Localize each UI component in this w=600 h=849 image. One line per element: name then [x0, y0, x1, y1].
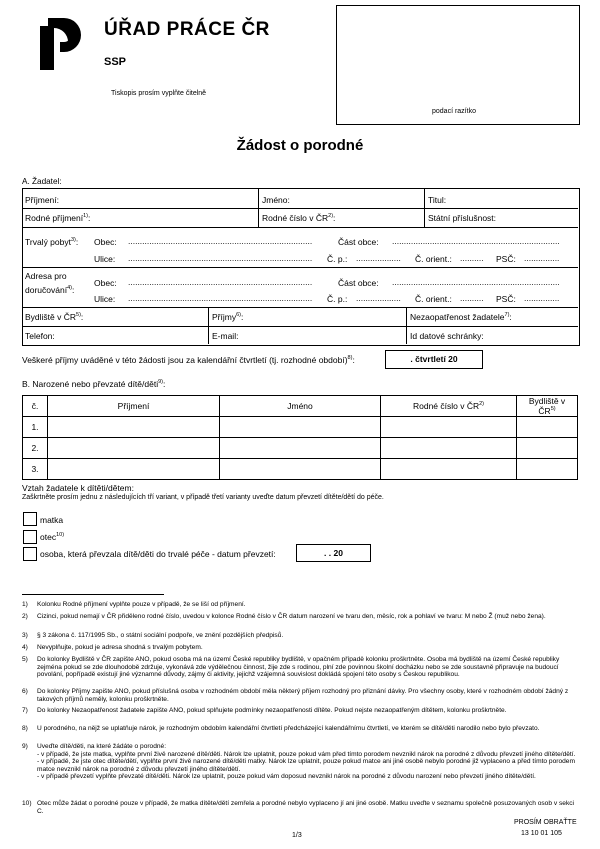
cell-residence[interactable]: [517, 459, 578, 480]
pa-psc-dots: ...............: [524, 253, 560, 263]
footnote-text: U porodného, na nějž se uplatňuje nárok, je rozhodným obdobím kalendářní čtvrtletí předcházející kalendářnímu čtvrtletí, ve kterém se dítě/děti narodilo nebo bylo převzato.: [37, 725, 540, 732]
cell-surname[interactable]: [48, 417, 220, 438]
pa-cp-dots: ...................: [356, 253, 401, 263]
col-birth-number-label: Rodné číslo v ČR: [412, 401, 480, 411]
income-statement-text: Veškeré příjmy uváděné v této žádosti jsou za kalendářní čtvrtletí (tj. rozhodné období): [22, 355, 348, 365]
children-table: [22, 395, 578, 480]
da-ulice-dots: ..............................................................................: [128, 293, 313, 303]
section-b-heading: B. Narozené nebo převzaté dítě/děti: [22, 379, 159, 389]
email-label[interactable]: E-mail:: [212, 331, 239, 341]
da-cast-obce-dots: .......................................................................: [392, 277, 560, 287]
pa-cast-obce-dots: .......................................................................: [392, 236, 560, 246]
col-surname: Příjmení: [48, 396, 220, 417]
col-residence: Bydliště v ČR$^{5)}$: [517, 396, 578, 417]
form-code: 13 10 01 105: [521, 830, 562, 837]
takeover-date-value: . . 20: [324, 548, 343, 558]
section-a-heading: A. Žadatel:: [22, 177, 62, 186]
pa-corient-label[interactable]: Č. orient.:: [415, 254, 452, 264]
row-number: 3.: [23, 459, 48, 480]
footnote-text: Otec může žádat o porodné pouze v případě, že matka dítěte/dětí zemřela a porodné nebylo vyplaceno jí ani jiné osobě. Matku uveďte v seznamu společně posuzovaných osob v sekci C.: [37, 800, 574, 815]
footnote-number: 3): [22, 632, 28, 639]
relation-instruction: Zaškrtněte prosím jednu z následujících tří variant, v případě třetí varianty uveďte datum převzetí dítěte/dětí do péče.: [22, 494, 384, 501]
income-statement: Veškeré příjmy uváděné v této žádosti jsou za kalendářní čtvrtletí (tj. rozhodné období)$^{8)}$:: [22, 355, 355, 365]
maiden-name-field[interactable]: Rodné příjmení$^{1)}$:: [25, 213, 91, 223]
maiden-name-label: Rodné příjmení: [25, 213, 84, 223]
osoba-label: osoba, která převzala dítě/děti do trvalé péče - datum převzetí:: [40, 549, 276, 559]
pa-obec-dots: ..............................................................................: [128, 236, 313, 246]
pa-obec-label[interactable]: Obec:: [94, 237, 117, 247]
row-number: 2.: [23, 438, 48, 459]
footnote-text: Do kolonky Nezaopatřenost žadatele zapište ANO, pokud splňujete podmínky nezaopatřenosti dítěte. Pokud nejste nezaopatřeným dítětem, kolonku proškrtněte.: [37, 707, 507, 714]
delivery-address-field: doručování$^{4)}$:: [25, 285, 75, 295]
footnote-text: Do kolonky Bydliště v ČR zapište ANO, pokud osoba má na území České republiky bydliště, v opačném případě kolonku proškrtněte. Osoba má bydliště na území České republiky zejména pokud se zde dlouhodobě zdržuje, vykonává zde výdělečnou činnost, žije zde s rodinou, plní zde povinnou školní docházku nebo se zde soustavně připravuje na budoucí povolání, popřípadě existují jiné významné důvody, zájmy či aktivity, jejichž vzájemná souvislost dokládá spojení této osoby s Českou republikou.: [37, 656, 560, 679]
footnote-separator: [22, 594, 164, 595]
da-corient-label[interactable]: Č. orient.:: [415, 294, 452, 304]
permanent-address-field: Trvalý pobyt$^{3)}$:: [25, 237, 79, 247]
delivery-address-label-2: doručování: [25, 285, 68, 295]
footnote-number: 6): [22, 688, 28, 695]
otec-checkbox[interactable]: [23, 530, 37, 544]
dependency-field[interactable]: Nezaopatřenost žadatele$^{7)}$:: [410, 312, 512, 322]
residence-field[interactable]: Bydliště v ČR$^{5)}$:: [25, 312, 84, 322]
office-title: ÚŘAD PRÁCE ČR: [104, 19, 270, 40]
table-row: [23, 417, 578, 438]
section-b-heading-wrap: B. Narozené nebo převzaté dítě/děti$^{9)}$:: [22, 379, 166, 389]
footnote-number: 7): [22, 707, 28, 714]
otec-label: otec: [40, 532, 57, 542]
col-first-name: Jméno: [220, 396, 381, 417]
pa-cast-obce-label[interactable]: Část obce:: [338, 237, 379, 247]
delivery-address-label-1: Adresa pro: [25, 271, 67, 281]
office-subtitle: SSP: [104, 56, 127, 68]
nationality-label[interactable]: Státní příslušnost:: [428, 213, 497, 223]
pa-cp-label[interactable]: Č. p.:: [327, 254, 348, 264]
permanent-address-label: Trvalý pobyt: [25, 237, 71, 247]
col-residence-label: Bydliště v ČR: [528, 396, 566, 416]
residence-label: Bydliště v ČR: [25, 312, 77, 322]
footnote-number: 5): [22, 656, 28, 663]
pa-ulice-label[interactable]: Ulice:: [94, 254, 116, 264]
da-cast-obce-label[interactable]: Část obce:: [338, 278, 379, 288]
title-label[interactable]: Titul:: [428, 195, 447, 205]
page-number: 1/3: [292, 832, 302, 839]
osoba-checkbox[interactable]: [23, 547, 37, 561]
da-obec-label[interactable]: Obec:: [94, 278, 117, 288]
cell-surname[interactable]: [48, 438, 220, 459]
da-psc-label[interactable]: PSČ:: [496, 294, 516, 304]
form-title: Žádost o porodné: [236, 137, 364, 154]
da-cp-dots: ...................: [356, 293, 401, 303]
otec-option: otec$^{10)}$: [40, 532, 65, 542]
surname-label[interactable]: Příjmení:: [25, 195, 60, 205]
please-turn: PROSÍM OBRAŤTE: [514, 819, 577, 826]
da-corient-dots: ..........: [460, 293, 484, 303]
footnote-text: Do kolonky Příjmy zapište ANO, pokud příslušná osoba v rozhodném období měla některý příjem rozhodný pro přiznání dávky. Pro všechny osoby, které v rozhodném období žádný z takových příjmů neměly, kolonku proškrtněte.: [37, 688, 569, 703]
data-box-label[interactable]: Id datové schránky:: [410, 331, 484, 341]
income-label: Příjmy: [212, 312, 237, 322]
footnote-text: Cizinci, pokud nemají v ČR přiděleno rodné číslo, uvedou v kolonce Rodné číslo v ČR datum narození ve tvaru den, měsíc, rok a pohlaví ve tvaru: M nebo Ž (muž nebo žena).: [37, 613, 546, 620]
quarter-value: . čtvrtletí 20: [410, 354, 458, 364]
col-birth-number: Rodné číslo v ČR$^{2)}$: [381, 396, 517, 417]
pa-corient-dots: ..........: [460, 253, 484, 263]
footnote-number: 8): [22, 725, 28, 732]
matka-label: matka: [40, 515, 64, 525]
cell-residence[interactable]: [517, 417, 578, 438]
urad-prace-logo: [38, 12, 82, 72]
cell-residence[interactable]: [517, 438, 578, 459]
table-row: [23, 438, 578, 459]
da-obec-dots: ..............................................................................: [128, 277, 313, 287]
fill-instruction: Tiskopis prosím vyplňte čitelně: [111, 90, 207, 97]
footnote-number: 1): [22, 601, 28, 608]
da-psc-dots: ...............: [524, 293, 560, 303]
table-header-row: [23, 396, 578, 417]
phone-label[interactable]: Telefon:: [25, 331, 55, 341]
footnote-number: 2): [22, 613, 28, 620]
cell-birth-number[interactable]: [381, 459, 517, 480]
footnote-number: 10): [22, 800, 32, 807]
dependency-label: Nezaopatřenost žadatele: [410, 312, 505, 322]
footnote-text: Uveďte dítě/děti, na které žádáte o porodné: - v případě, že jste matka, vyplňte první živě narozené dítě/děti. Nárok lze uplatnit, pouze pokud vám před tímto porodem nevznikl nárok na porodné z důvodu převzetí jiného dítěte/dětí. - v případě, že jste otec dítěte/dětí, vyplňte první živě narozené dítě/děti matky. Nárok lze uplatnit, pouze pokud matce ani jiné osobě nebylo porodné již vyplaceno a před tímto porodem matce nevznikl nárok na porodné z důvodu převzetí jiného dítěte/dětí. - v případě převzetí vyplňte převzaté dítě/děti. Nárok lze uplatnit, pouze pokud vám doposud nevznikl nárok na porodné z důvodu narození nebo převzetí jiného dítěte/dětí.: [37, 743, 576, 781]
da-cp-label[interactable]: Č. p.:: [327, 294, 348, 304]
stamp-box: [336, 5, 580, 125]
cell-first-name[interactable]: [220, 417, 381, 438]
birth-number-label: Rodné číslo v ČR: [262, 213, 329, 223]
cell-birth-number[interactable]: [381, 417, 517, 438]
cell-surname[interactable]: [48, 459, 220, 480]
stamp-label: podací razítko: [432, 108, 476, 115]
col-number: č.: [23, 396, 48, 417]
footnote-text: Kolonku Rodné příjmení vyplňte pouze v případě, že se liší od příjmení.: [37, 601, 246, 608]
relation-heading: Vztah žadatele k dítěti/dětem:: [22, 483, 134, 493]
table-row: [23, 459, 578, 480]
pa-ulice-dots: ..............................................................................: [128, 253, 313, 263]
footnote-number: 4): [22, 644, 28, 651]
cell-first-name[interactable]: [220, 459, 381, 480]
income-field[interactable]: Příjmy$^{6)}$:: [212, 312, 244, 322]
first-name-label[interactable]: Jméno:: [262, 195, 290, 205]
cell-birth-number[interactable]: [381, 438, 517, 459]
footnote-text: Nevyplňujte, pokud je adresa shodná s trvalým pobytem.: [37, 644, 203, 651]
cell-first-name[interactable]: [220, 438, 381, 459]
birth-number-field[interactable]: Rodné číslo v ČR$^{2)}$:: [262, 213, 336, 223]
footnote-text: § 3 zákona č. 117/1995 Sb., o státní sociální podpoře, ve znění pozdějších předpisů.: [37, 632, 284, 639]
footnote-number: 9): [22, 743, 28, 750]
row-number: 1.: [23, 417, 48, 438]
matka-checkbox[interactable]: [23, 512, 37, 526]
da-ulice-label[interactable]: Ulice:: [94, 294, 116, 304]
pa-psc-label[interactable]: PSČ:: [496, 254, 516, 264]
